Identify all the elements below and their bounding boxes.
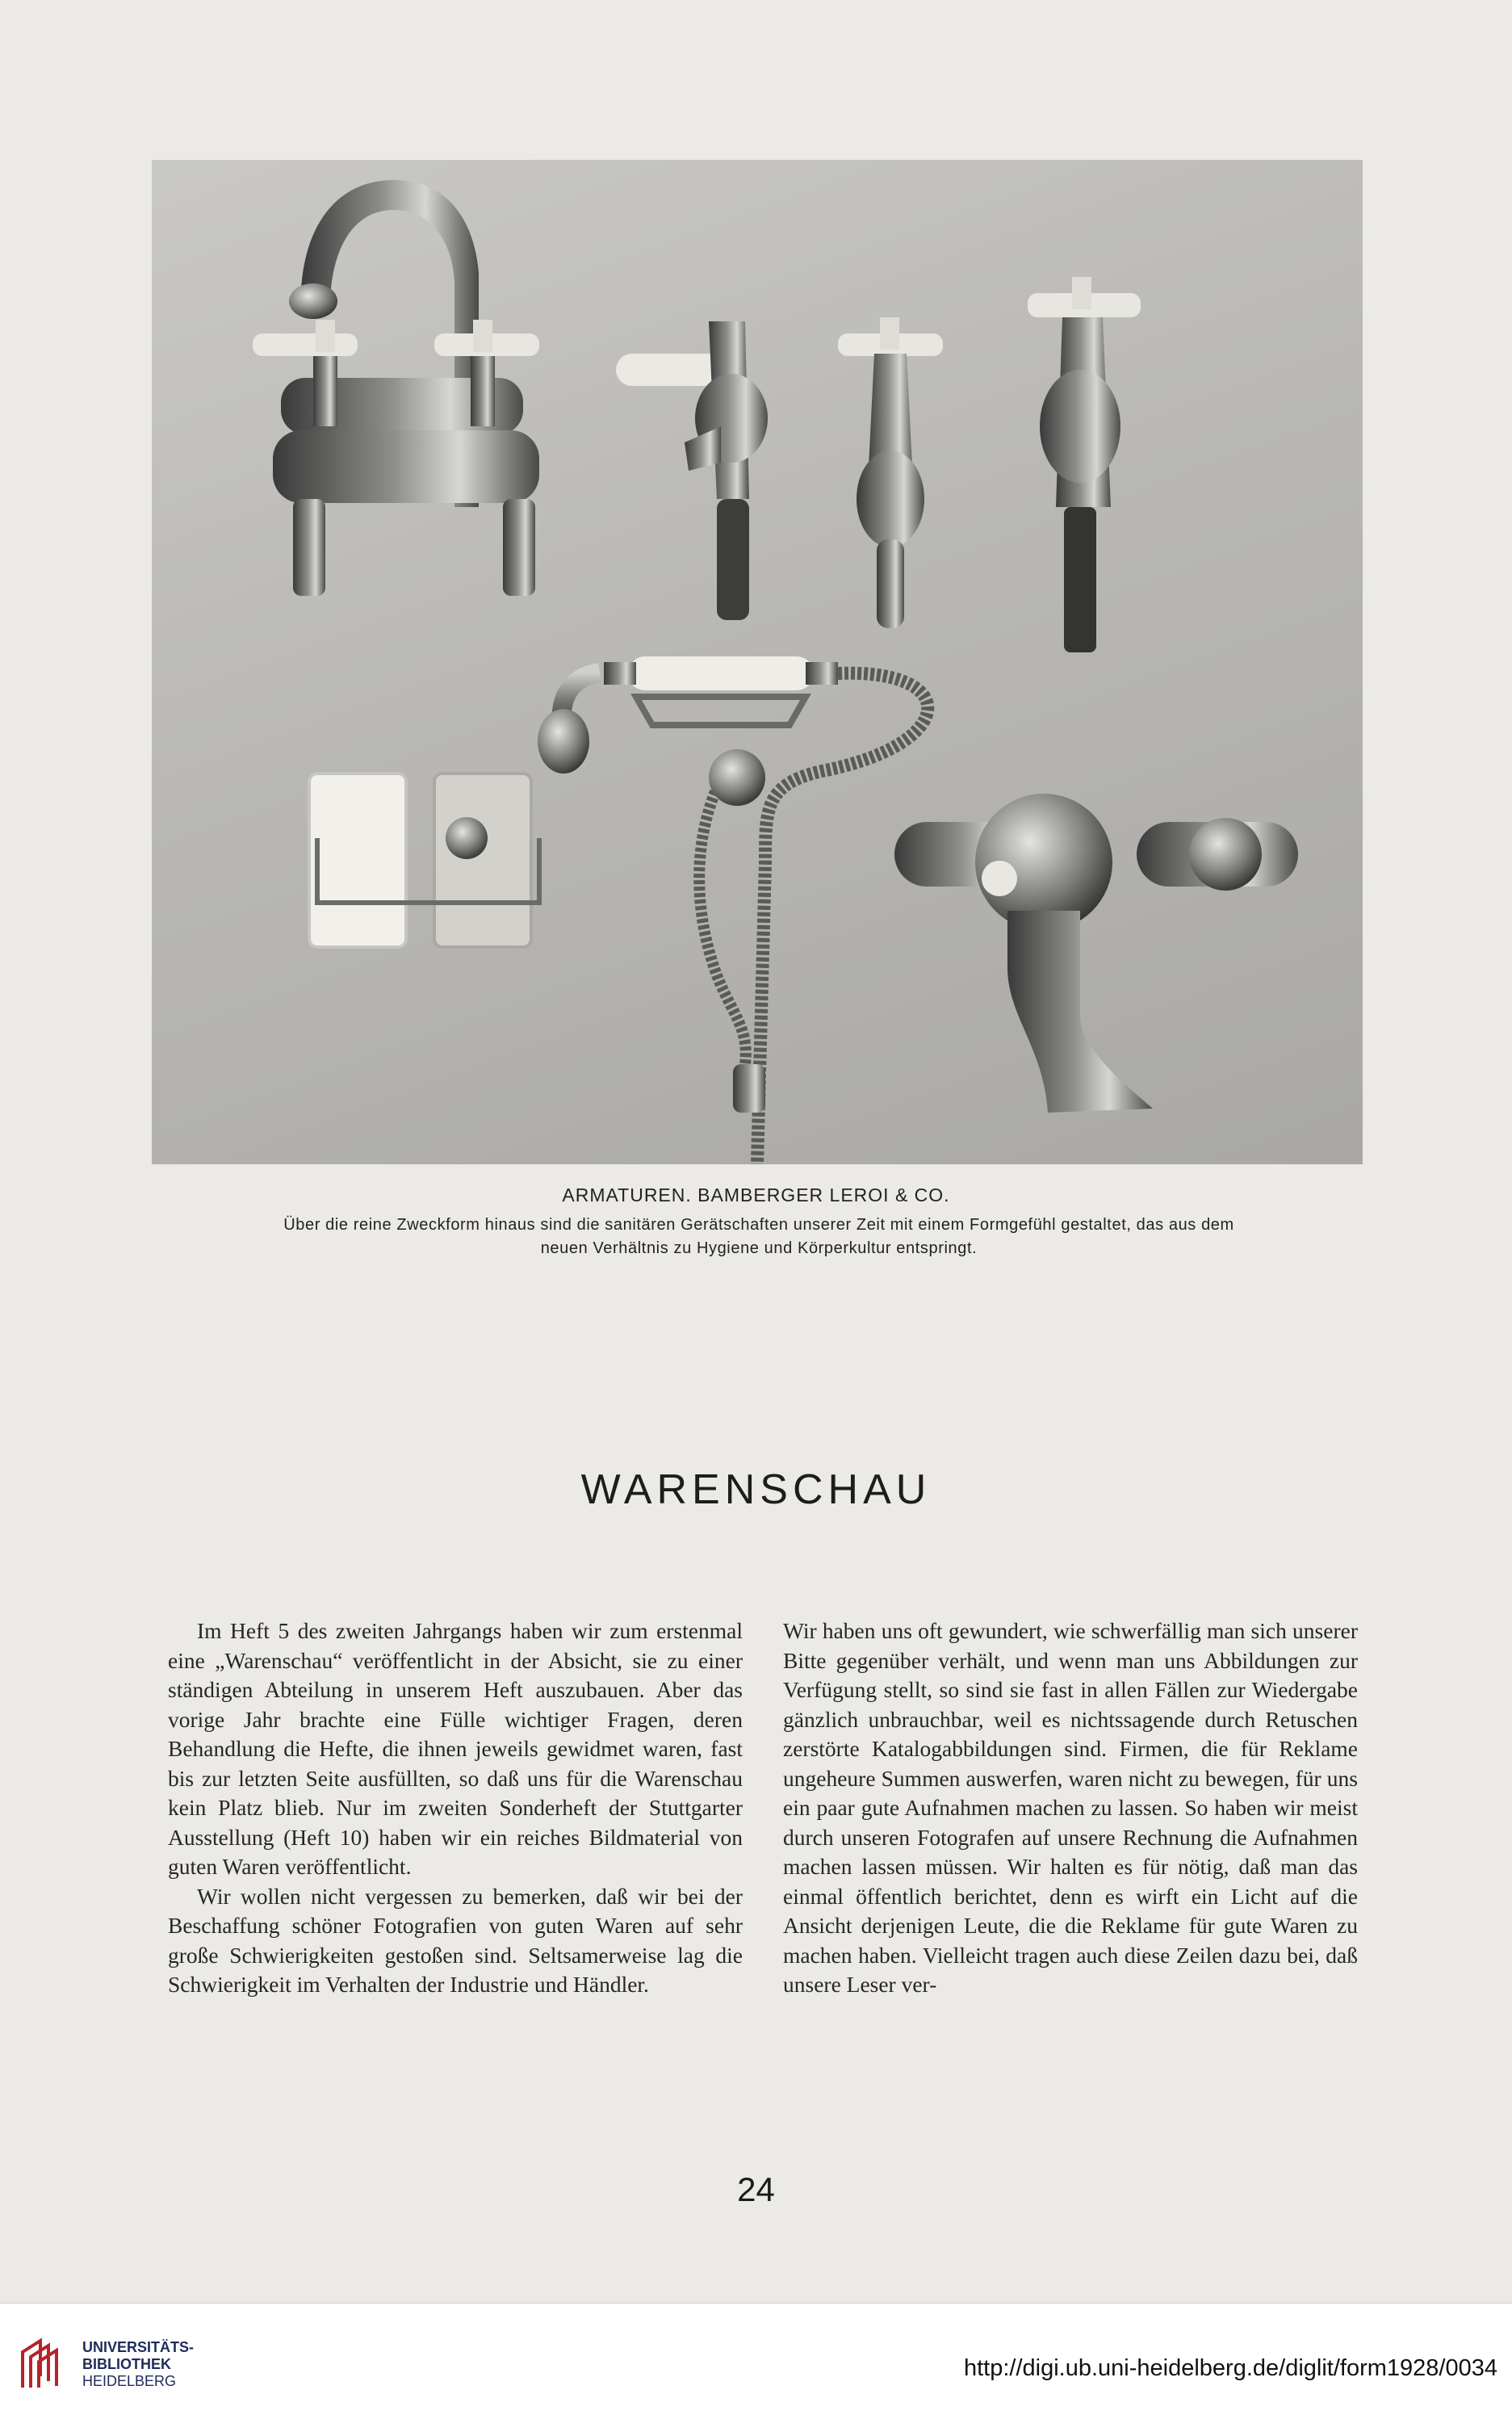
left-paragraph-2: Wir wollen nicht vergessen zu bemerken, daß wir bei der Beschaffung schöner Fotografien von guten Waren auf sehr große Schwierigkeiten gestoßen sind. Seltsamerweise lag die Schwierigkeit im Verhalten der Industrie und Händler. [168,1883,743,1997]
page-number: 24 [737,2170,775,2208]
right-text-column [783,1616,1358,2000]
caption-title: ARMATUREN. BAMBERGER LEROI & CO. [562,1184,950,1205]
library-line-2: BIBLIOTHEK [82,2356,171,2372]
library-line-3: HEIDELBERG [82,2373,177,2389]
caption-line-1: Über die reine Zweckform hinaus sind die sanitären Gerätschaften unserer Zeit mit einem Formgefühl gestaltet, das aus dem [283,1216,1234,1234]
library-name [82,2339,194,2390]
university-library-logo-icon [18,2336,68,2392]
library-line-1: UNIVERSITÄTS- [82,2339,195,2355]
left-text-column [168,1616,743,2000]
footer-bar [0,2303,1512,2415]
source-url-link[interactable]: http://digi.ub.uni-heidelberg.de/diglit/form1928/0034 [963,2355,1497,2381]
caption-text [153,1214,1364,1260]
bathroom-fittings-photo [152,160,1363,1164]
caption-line-2: neuen Verhältnis zu Hygiene und Körperkultur entspringt. [540,1239,978,1257]
section-heading: WARENSCHAU [580,1466,932,1513]
right-paragraph-1: Wir haben uns oft gewundert, wie schwerfällig man sich unserer Bitte gegenüber verhält, und wenn man uns Abbildungen zur Verfügung stellt, so sind sie fast in allen Fällen zur Wiedergabe gänzlich unbrauchbar, weil es nichtssagende durch Retuschen zerstörte Katalogabbildungen sind. Firmen, die für Reklame ungeheure Summen auswerfen, waren nicht zu bewegen, für uns ein paar gute Aufnahmen machen zu lassen. So haben wir meist durch unseren Fotografen auf unsere Rechnung die Aufnahmen machen lassen müssen. Wir halten es für nötig, daß man das einmal öffentlich berichtet, denn es wirft ein Licht auf die Ansicht derjenigen Leute, die die Reklame für gute Waren zu machen haben. Vielleicht tragen auch diese Zeilen dazu bei, daß unsere Leser ver- [783,1618,1358,1997]
fittings-illustration [152,160,1363,1164]
left-paragraph-1: Im Heft 5 des zweiten Jahrgangs haben wir zum erstenmal eine „Warenschau“ veröffentlicht in der Absicht, sie zu einer ständigen Abteilung in unserem Heft auszubauen. Aber das vorige Jahr brachte eine Fülle wichtiger Fragen, deren Behandlung die Hefte, die ihnen jeweils gewidmet waren, fast bis zur letzten Seite ausfüllten, so daß uns für die Warenschau kein Platz blieb. Nur im zweiten Sonderheft der Stuttgarter Ausstellung (Heft 10) haben wir ein reiches Bildmaterial von guten Waren veröffentlicht. [168,1618,743,1879]
